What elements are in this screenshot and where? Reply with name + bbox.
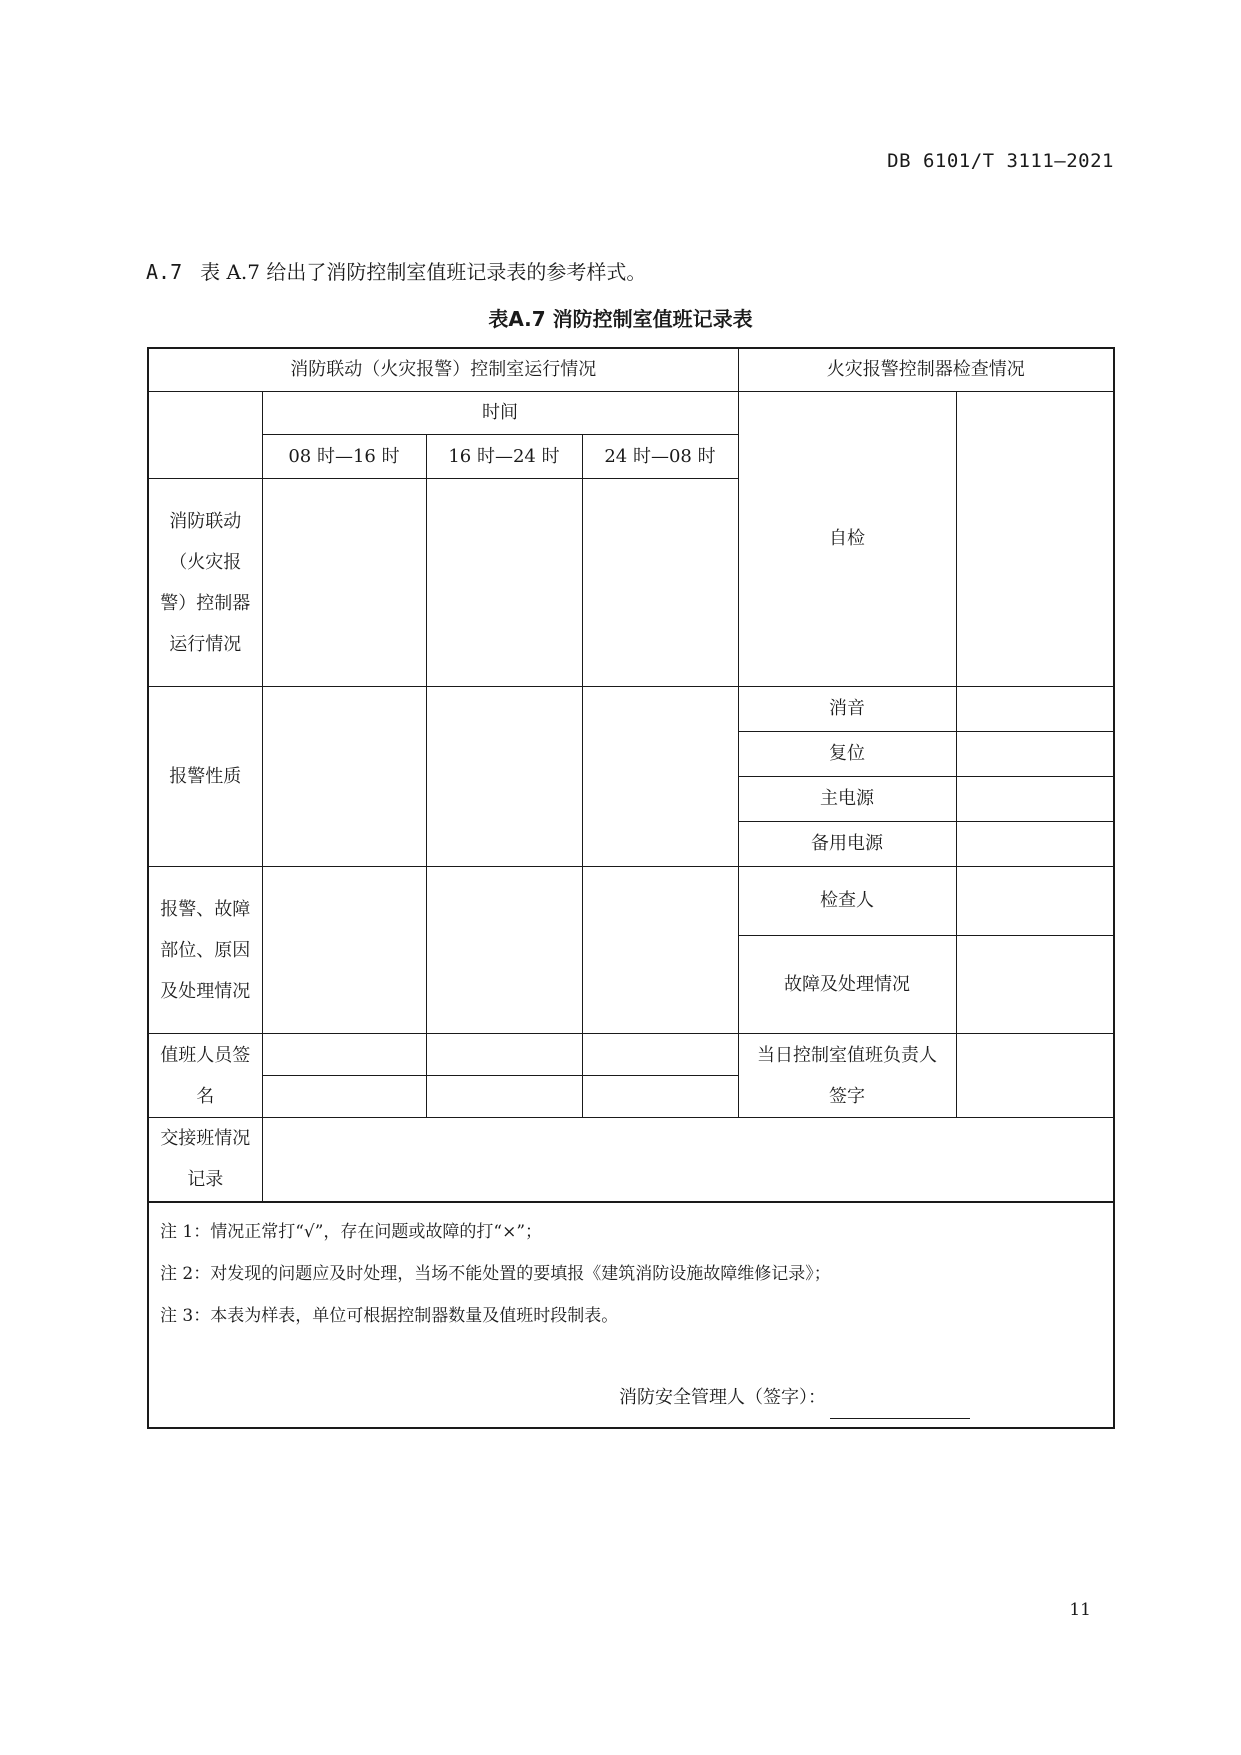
daily-lead-value[interactable] xyxy=(956,1034,1114,1118)
signature-label: 消防安全管理人（签字）： xyxy=(619,1386,826,1408)
shift-header-2: 16 时—24 时 xyxy=(426,435,582,479)
fault-detail-shift-1[interactable] xyxy=(262,867,426,1034)
duty-record-table xyxy=(147,347,1115,1429)
note-3: 注 3：本表为样表，单位可根据控制器数量及值班时段制表。 xyxy=(160,1305,619,1326)
daily-lead-label xyxy=(738,1034,956,1118)
note-1: 注 1：情况正常打“√”，存在问题或故障的打“×”； xyxy=(160,1221,543,1242)
shift-header-1: 08 时—16 时 xyxy=(262,435,426,479)
page-number: 11 xyxy=(1069,1600,1091,1620)
fault-handling-label: 故障及处理情况 xyxy=(738,936,956,1034)
alarm-nature-shift-3[interactable] xyxy=(582,687,738,867)
self-test-value[interactable] xyxy=(956,392,1114,687)
left-section-header: 消防联动（火灾报警）控制室运行情况 xyxy=(148,348,738,392)
self-test-label: 自检 xyxy=(738,392,956,687)
duty-sign-2-shift-1[interactable] xyxy=(262,1076,426,1118)
table-caption: 表A.7 消防控制室值班记录表 xyxy=(488,307,753,331)
intro-paragraph xyxy=(146,256,646,285)
daily-lead-label-text: 当日控制室值班负责人签字 xyxy=(757,1044,937,1107)
clause-number: A.7 xyxy=(146,260,183,284)
silence-label: 消音 xyxy=(738,687,956,732)
row-label-operation xyxy=(148,479,262,687)
intro-text: 表 A.7 给出了消防控制室值班记录表的参考样式。 xyxy=(200,260,647,284)
handover-value[interactable] xyxy=(262,1118,1114,1202)
duty-sign-1-shift-3[interactable] xyxy=(582,1034,738,1076)
note-2: 注 2：对发现的问题应及时处理，当场不能处置的要填报《建筑消防设施故障维修记录》； xyxy=(160,1263,831,1284)
fault-detail-shift-2[interactable] xyxy=(426,867,582,1034)
row-label-alarm-nature: 报警性质 xyxy=(148,687,262,867)
fault-detail-shift-3[interactable] xyxy=(582,867,738,1034)
corner-cell xyxy=(148,392,262,479)
fault-handling-value[interactable] xyxy=(956,936,1114,1034)
reset-label: 复位 xyxy=(738,732,956,777)
duty-sign-1-shift-2[interactable] xyxy=(426,1034,582,1076)
operation-shift-2[interactable] xyxy=(426,479,582,687)
alarm-nature-shift-2[interactable] xyxy=(426,687,582,867)
reset-value[interactable] xyxy=(956,732,1114,777)
backup-power-value[interactable] xyxy=(956,822,1114,867)
standard-code: DB 6101/T 3111—2021 xyxy=(887,150,1114,172)
duty-sign-2-shift-2[interactable] xyxy=(426,1076,582,1118)
main-power-value[interactable] xyxy=(956,777,1114,822)
row-label-duty-sign xyxy=(148,1034,262,1118)
shift-header-3: 24 时—08 时 xyxy=(582,435,738,479)
row-label-operation-text: 消防联动（火灾报警）控制器运行情况 xyxy=(160,510,251,655)
alarm-nature-shift-1[interactable] xyxy=(262,687,426,867)
operation-shift-1[interactable] xyxy=(262,479,426,687)
operation-shift-3[interactable] xyxy=(582,479,738,687)
row-label-duty-sign-text: 值班人员签名 xyxy=(160,1044,251,1107)
backup-power-label: 备用电源 xyxy=(738,822,956,867)
silence-value[interactable] xyxy=(956,687,1114,732)
signature-line xyxy=(160,1377,1102,1419)
inspector-value[interactable] xyxy=(956,867,1114,936)
row-label-fault-detail xyxy=(148,867,262,1034)
main-power-label: 主电源 xyxy=(738,777,956,822)
row-label-handover-text: 交接班情况记录 xyxy=(160,1128,251,1191)
signature-blank[interactable] xyxy=(830,1398,970,1419)
time-header: 时间 xyxy=(262,392,738,435)
row-label-fault-detail-text: 报警、故障部位、原因及处理情况 xyxy=(160,898,251,1002)
notes-cell xyxy=(148,1202,1114,1428)
duty-sign-1-shift-1[interactable] xyxy=(262,1034,426,1076)
duty-sign-2-shift-3[interactable] xyxy=(582,1076,738,1118)
right-section-header: 火灾报警控制器检查情况 xyxy=(738,348,1114,392)
inspector-label: 检查人 xyxy=(738,867,956,936)
row-label-handover xyxy=(148,1118,262,1202)
